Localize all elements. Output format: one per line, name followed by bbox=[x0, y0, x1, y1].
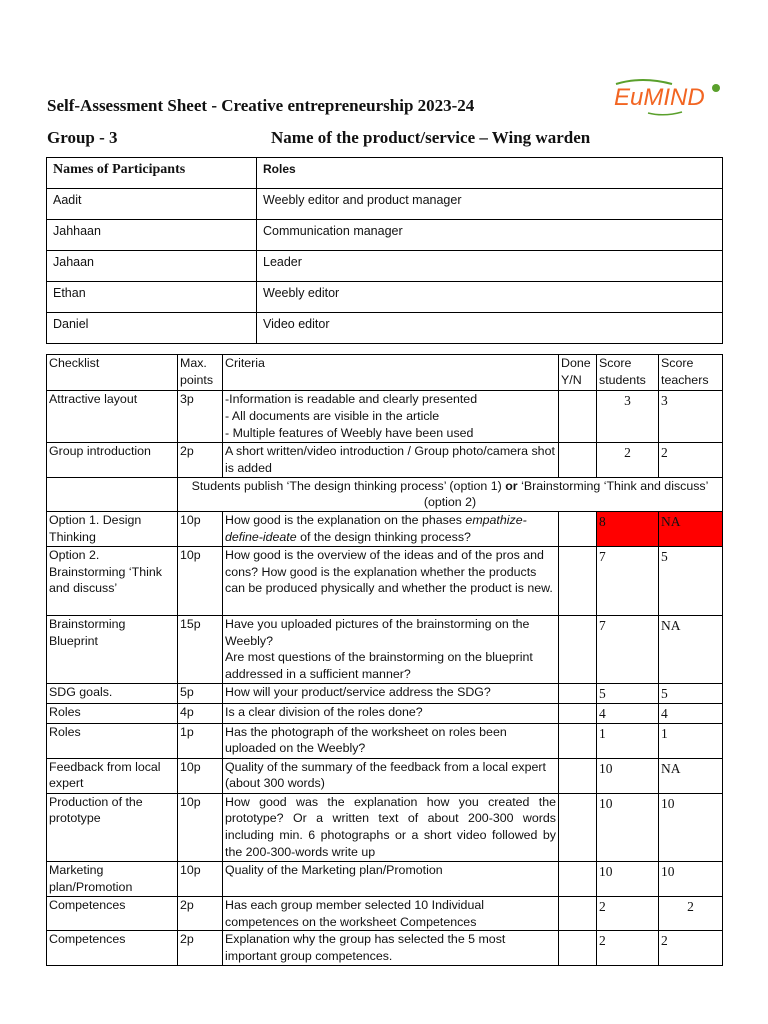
checklist-row bbox=[47, 861, 723, 896]
score-students: 10 bbox=[597, 758, 659, 793]
criteria-cell: Quality of the summary of the feedback from a local expert (about 300 words) bbox=[223, 758, 559, 793]
participant-name: Jahhaan bbox=[47, 220, 257, 251]
max-points: 2p bbox=[178, 896, 223, 931]
page-title: Self-Assessment Sheet - Creative entrepreneurship 2023-24 bbox=[47, 96, 475, 115]
criteria-cell: Explanation why the group has selected the 5 most important group competences. bbox=[223, 931, 559, 966]
empty-cell bbox=[47, 477, 178, 512]
participant-name: Jahaan bbox=[47, 251, 257, 282]
checklist-row bbox=[47, 758, 723, 793]
criteria-line: Have you uploaded pictures of the brainstorming on the Weebly? bbox=[225, 616, 530, 648]
participant-row bbox=[47, 189, 723, 220]
score-students: 2 bbox=[597, 896, 659, 931]
score-teachers: 4 bbox=[659, 703, 723, 723]
criteria-cell bbox=[223, 512, 559, 547]
participant-role: Weebly editor and product manager bbox=[257, 189, 723, 220]
participant-role: Video editor bbox=[257, 313, 723, 344]
score-teachers: NA bbox=[659, 758, 723, 793]
roles-header: Roles bbox=[257, 158, 723, 189]
criteria-line: - All documents are visible in the article bbox=[225, 408, 440, 423]
product-name: Name of the product/service – Wing warden bbox=[271, 128, 591, 147]
done-cell bbox=[559, 615, 597, 683]
done-cell bbox=[559, 443, 597, 478]
score-teachers: 3 bbox=[659, 391, 723, 443]
criteria-post: of the design thinking process? bbox=[296, 529, 471, 544]
checklist-item: SDG goals. bbox=[47, 683, 178, 703]
score-students: 7 bbox=[597, 615, 659, 683]
max-points: 2p bbox=[178, 931, 223, 966]
done-cell bbox=[559, 703, 597, 723]
checklist-item: Attractive layout bbox=[47, 391, 178, 443]
criteria-header: Criteria bbox=[223, 355, 559, 391]
checklist-row bbox=[47, 391, 723, 443]
score-teachers: 1 bbox=[659, 723, 723, 758]
max-points: 4p bbox=[178, 703, 223, 723]
criteria-cell: How will your product/service address the SDG? bbox=[223, 683, 559, 703]
done-cell bbox=[559, 546, 597, 615]
checklist-row bbox=[47, 615, 723, 683]
participant-row bbox=[47, 313, 723, 344]
checklist-item: Competences bbox=[47, 931, 178, 966]
checklist-item: Roles bbox=[47, 723, 178, 758]
criteria-line: - Multiple features of Weebly have been used bbox=[225, 425, 474, 440]
score-students: 4 bbox=[597, 703, 659, 723]
score-teachers: 2 bbox=[659, 443, 723, 478]
participant-row bbox=[47, 220, 723, 251]
eumind-logo bbox=[612, 78, 724, 118]
done-cell bbox=[559, 793, 597, 861]
score-teachers: 10 bbox=[659, 861, 723, 896]
criteria-pre: How good is the explanation on the phases bbox=[225, 513, 466, 528]
done-cell bbox=[559, 861, 597, 896]
score-teachers: 10 bbox=[659, 793, 723, 861]
score-teachers: 5 bbox=[659, 546, 723, 615]
participants-header-row bbox=[47, 158, 723, 189]
checklist-row bbox=[47, 683, 723, 703]
checklist-header: Checklist bbox=[47, 355, 178, 391]
done-cell bbox=[559, 758, 597, 793]
score-teachers: NA bbox=[659, 615, 723, 683]
done-cell bbox=[559, 931, 597, 966]
participant-role: Communication manager bbox=[257, 220, 723, 251]
criteria-line: -Information is readable and clearly presented bbox=[225, 392, 478, 406]
score-teachers: 5 bbox=[659, 683, 723, 703]
criteria-cell: Quality of the Marketing plan/Promotion bbox=[223, 861, 559, 896]
done-cell bbox=[559, 723, 597, 758]
checklist-header-row bbox=[47, 355, 723, 391]
max-points: 10p bbox=[178, 758, 223, 793]
checklist-row bbox=[47, 931, 723, 966]
criteria-cell bbox=[223, 615, 559, 683]
checklist-item: Production of the prototype bbox=[47, 793, 178, 861]
checklist-item: Roles bbox=[47, 703, 178, 723]
participant-name: Ethan bbox=[47, 282, 257, 313]
participant-name: Aadit bbox=[47, 189, 257, 220]
criteria-cell: Has each group member selected 10 Individual competences on the worksheet Competences bbox=[223, 896, 559, 931]
checklist-row bbox=[47, 512, 723, 547]
group-label: Group - 3 bbox=[47, 128, 118, 147]
names-header: Names of Participants bbox=[47, 158, 257, 189]
participants-table bbox=[46, 157, 723, 344]
max-points: 2p bbox=[178, 443, 223, 478]
score-students: 7 bbox=[597, 546, 659, 615]
option-note-pre: Students publish ‘The design thinking process’ (option 1) bbox=[191, 478, 506, 493]
participant-role: Leader bbox=[257, 251, 723, 282]
participant-role: Weebly editor bbox=[257, 282, 723, 313]
checklist-row bbox=[47, 703, 723, 723]
max-points: 10p bbox=[178, 793, 223, 861]
score-students: 1 bbox=[597, 723, 659, 758]
max-points-header: Max. points bbox=[178, 355, 223, 391]
max-points: 15p bbox=[178, 615, 223, 683]
group-line bbox=[47, 128, 727, 150]
checklist-row bbox=[47, 793, 723, 861]
criteria-line: Are most questions of the brainstorming on the blueprint addressed in a sufficient manner? bbox=[225, 650, 533, 682]
participant-row bbox=[47, 251, 723, 282]
logo-text: EuMIND bbox=[614, 84, 705, 111]
checklist-item: Marketing plan/Promotion bbox=[47, 861, 178, 896]
done-cell bbox=[559, 391, 597, 443]
max-points: 5p bbox=[178, 683, 223, 703]
checklist-item: Option 2. Brainstorming ‘Think and discuss’ bbox=[47, 546, 178, 615]
checklist-item: Competences bbox=[47, 896, 178, 931]
score-students: 8 bbox=[597, 512, 659, 547]
max-points: 10p bbox=[178, 861, 223, 896]
checklist-item: Feedback from local expert bbox=[47, 758, 178, 793]
participant-row bbox=[47, 282, 723, 313]
checklist-row bbox=[47, 896, 723, 931]
criteria-cell: How good was the explanation how you created the prototype? Or a written text of about 200-300 words including min. 6 photographs or a short video followed by the 200-300-words write up bbox=[223, 793, 559, 861]
score-teachers: 2 bbox=[659, 931, 723, 966]
score-students: 2 bbox=[597, 931, 659, 966]
score-teachers: 2 bbox=[659, 896, 723, 931]
score-students: 10 bbox=[597, 861, 659, 896]
done-cell bbox=[559, 512, 597, 547]
criteria-cell: Has the photograph of the worksheet on roles been uploaded on the Weebly? bbox=[223, 723, 559, 758]
checklist-item: Group introduction bbox=[47, 443, 178, 478]
option-note-row bbox=[47, 477, 723, 512]
score-students: 2 bbox=[597, 443, 659, 478]
checklist-row bbox=[47, 546, 723, 615]
score-students-header: Score students bbox=[597, 355, 659, 391]
checklist-item: Brainstorming Blueprint bbox=[47, 615, 178, 683]
criteria-cell: How good is the overview of the ideas and of the pros and cons? How good is the explanation whether the products can be produced physically and whether the product is new. bbox=[223, 546, 559, 615]
criteria-phases: empathize-define-ideate bbox=[225, 513, 527, 544]
criteria-cell bbox=[223, 391, 559, 443]
criteria-cell: A short written/video introduction / Group photo/camera shot is added bbox=[223, 443, 559, 478]
checklist-table bbox=[46, 354, 723, 966]
done-header: Done Y/N bbox=[559, 355, 597, 391]
score-students: 10 bbox=[597, 793, 659, 861]
score-teachers: NA bbox=[659, 512, 723, 547]
score-students: 3 bbox=[597, 391, 659, 443]
criteria-cell: Is a clear division of the roles done? bbox=[223, 703, 559, 723]
option-note bbox=[178, 477, 723, 512]
score-students: 5 bbox=[597, 683, 659, 703]
max-points: 10p bbox=[178, 512, 223, 547]
option-note-post: ‘Brainstorming ‘Think and discuss’ (option 2) bbox=[423, 478, 709, 510]
participant-name: Daniel bbox=[47, 313, 257, 344]
score-teachers-header: Score teachers bbox=[659, 355, 723, 391]
done-cell bbox=[559, 683, 597, 703]
max-points: 3p bbox=[178, 391, 223, 443]
done-cell bbox=[559, 896, 597, 931]
checklist-row bbox=[47, 443, 723, 478]
option-note-or: or bbox=[505, 478, 518, 493]
max-points: 10p bbox=[178, 546, 223, 615]
max-points: 1p bbox=[178, 723, 223, 758]
checklist-row bbox=[47, 723, 723, 758]
checklist-item: Option 1. Design Thinking bbox=[47, 512, 178, 547]
